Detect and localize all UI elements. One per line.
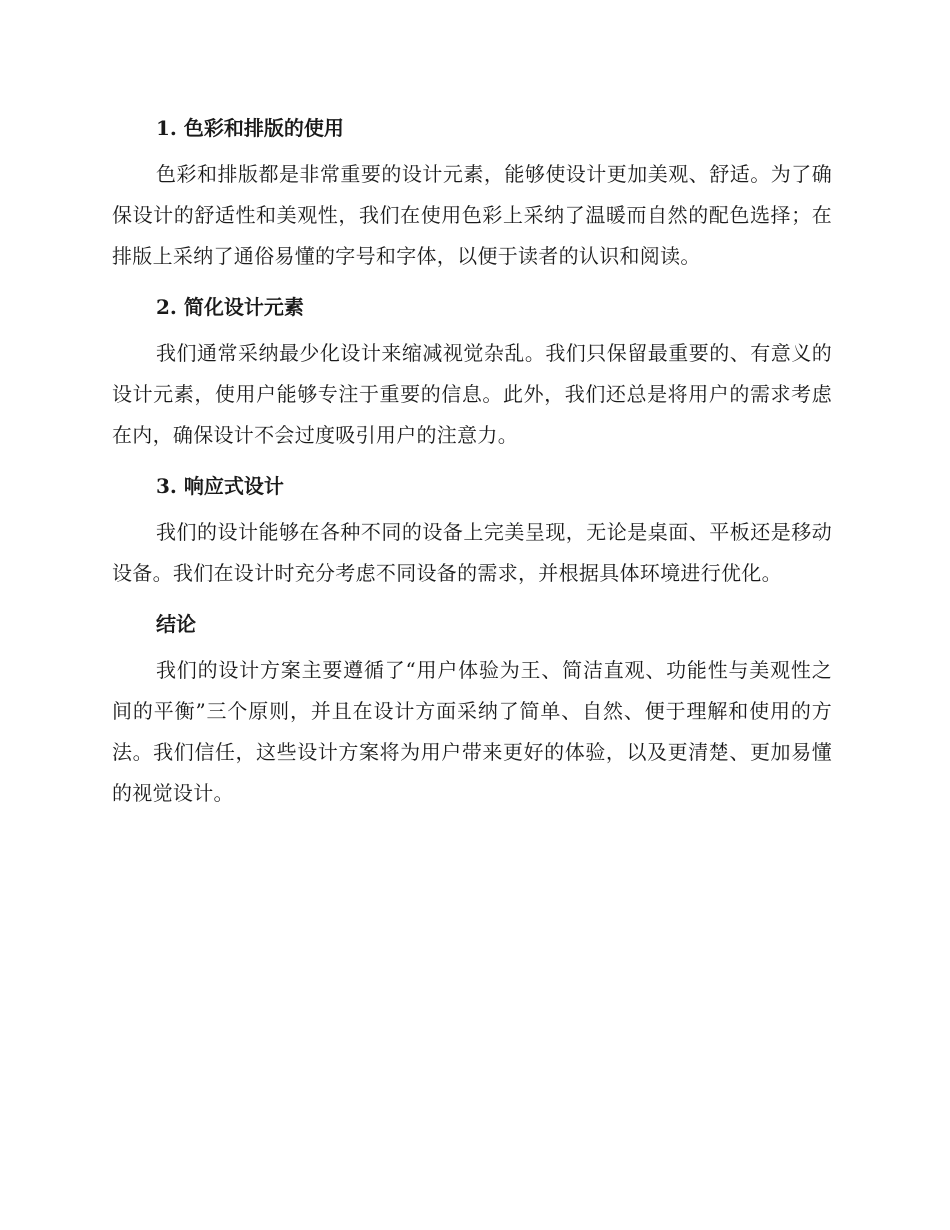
section-color-typography <box>112 108 832 277</box>
document-page <box>112 108 832 824</box>
section-paragraph: 我们的设计能够在各种不同的设备上完美呈现，无论是桌面、平板还是移动设备。我们在设计时充分考虑不同设备的需求，并根据具体环境进行优化。 <box>112 520 832 585</box>
section-heading: 3. 响应式设计 <box>156 474 284 498</box>
section-paragraph: 我们通常采纳最少化设计来缩减视觉杂乱。我们只保留最重要的、有意义的设计元素，使用户能够专注于重要的信息。此外，我们还总是将用户的需求考虑在内，确保设计不会过度吸引用户的注意力。 <box>112 341 832 447</box>
section-simplify-elements <box>112 287 832 456</box>
section-paragraph: 我们的设计方案主要遵循了“用户体验为王、简洁直观、功能性与美观性之间的平衡”三个原则，并且在设计方面采纳了简单、自然、便于理解和使用的方法。我们信任，这些设计方案将为用户带来更好的体验，以及更清楚、更加易懂的视觉设计。 <box>112 658 832 805</box>
section-paragraph: 色彩和排版都是非常重要的设计元素，能够使设计更加美观、舒适。为了确保设计的舒适性和美观性，我们在使用色彩上采纳了温暖而自然的配色选择；在排版上采纳了通俗易懂的字号和字体，以便于读者的认识和阅读。 <box>112 162 832 268</box>
section-heading: 2. 简化设计元素 <box>156 295 304 319</box>
section-conclusion <box>112 604 832 814</box>
section-heading: 1. 色彩和排版的使用 <box>156 116 344 140</box>
section-heading: 结论 <box>156 612 196 636</box>
section-responsive-design <box>112 466 832 594</box>
